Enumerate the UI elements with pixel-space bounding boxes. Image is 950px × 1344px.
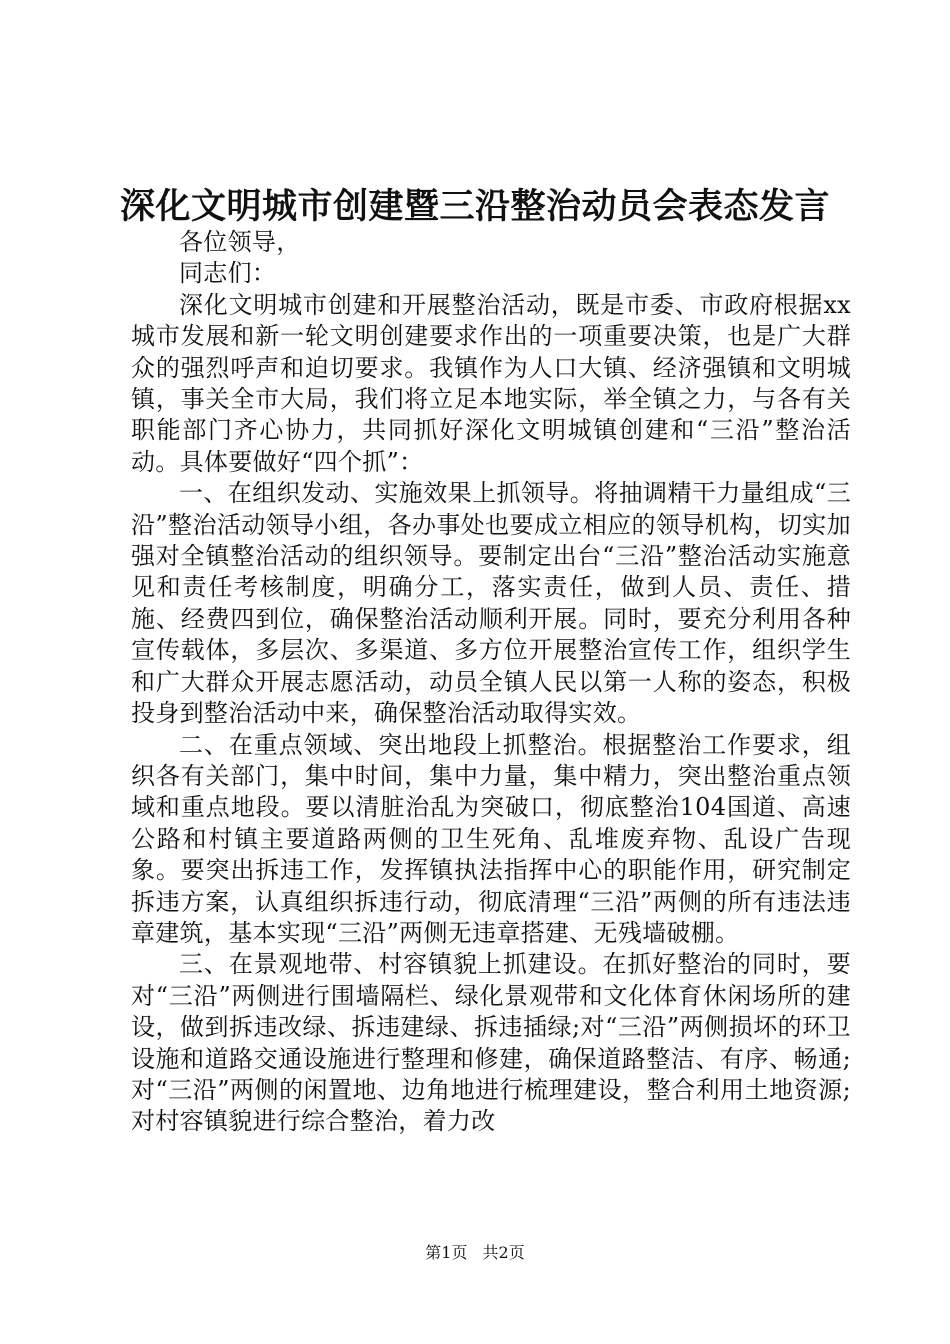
document-body [131, 227, 851, 1138]
page-number-total: 共2页 [482, 1243, 525, 1262]
section-three-paragraph: 三、在景观地带、村容镇貌上抓建设。在抓好整治的同时，要对“三沿”两侧进行围墙隔栏、绿化景观带和文化体育休闲场所的建设，做到拆违改绿、拆违建绿、拆违插绿;对“三沿”两侧损坏的环卫设施和道路交通设施进行整理和修建，确保道路整洁、有序、畅通;对“三沿”两侧的闲置地、边角地进行梳理建设，整合利用土地资源;对村容镇貌进行综合整治，着力改 [131, 950, 851, 1136]
page-number-current: 第1页 [425, 1243, 468, 1262]
document-title: 深化文明城市创建暨三沿整治动员会表态发言 [119, 186, 830, 227]
page-footer [0, 1243, 950, 1263]
salutation-leaders: 各位领导， [179, 228, 301, 256]
salutation-comrades: 同志们： [179, 259, 277, 288]
section-two-paragraph: 二、在重点领域、突出地段上抓整治。根据整治工作要求，组织各有关部门，集中时间，集中力量，集中精力，突出整治重点领域和重点地段。要以清脏治乱为突破口，彻底整治104国道、高速公路和村镇主要道路两侧的卫生死角、乱堆废弃物、乱设广告现象。要突出拆违工作，发挥镇执法指挥中心的职能作用，研究制定拆违方案，认真组织拆违行动，彻底清理“三沿”两侧的所有违法违章建筑，基本实现“三沿”两侧无违章搭建、无残墙破棚。 [131, 730, 851, 947]
intro-paragraph: 深化文明城市创建和开展整治活动，既是市委、市政府根据xx城市发展和新一轮文明创建要求作出的一项重要决策，也是广大群众的强烈呼声和迫切要求。我镇作为人口大镇、经济强镇和文明城镇，事关全市大局，我们将立足本地实际，举全镇之力，与各有关职能部门齐心协力，共同抓好深化文明城镇创建和“三沿”整治活动。具体要做好“四个抓”： [131, 290, 851, 476]
section-one-paragraph: 一、在组织发动、实施效果上抓领导。将抽调精干力量组成“三沿”整治活动领导小组，各办事处也要成立相应的领导机构，切实加强对全镇整治活动的组织领导。要制定出台“三沿”整治活动实施意见和责任考核制度，明确分工，落实责任，做到人员、责任、措施、经费四到位，确保整治活动顺利开展。同时，要充分利用各种宣传载体，多层次、多渠道、多方位开展整治宣传工作，组织学生和广大群众开展志愿活动，动员全镇人民以第一人称的姿态，积极投身到整治活动中来，确保整治活动取得实效。 [131, 479, 851, 728]
